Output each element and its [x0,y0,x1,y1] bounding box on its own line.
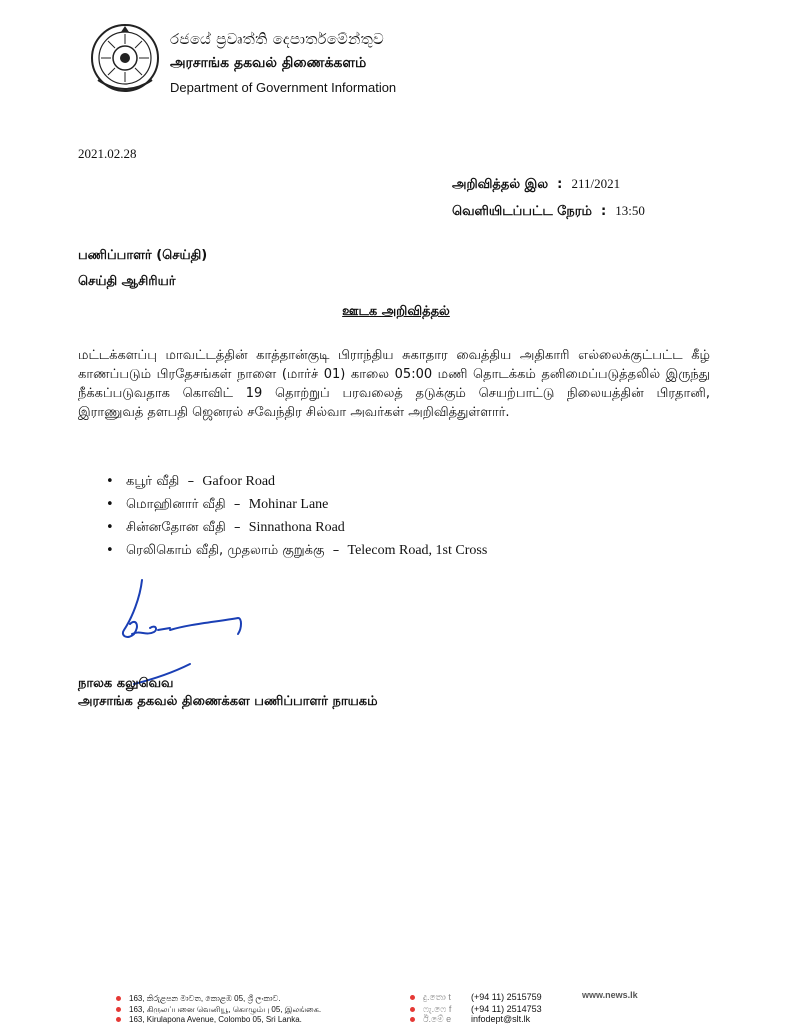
department-name-english: Department of Government Information [170,80,397,95]
footer-address-english: 163, Kirulapona Avenue, Colombo 05, Sri Lanka. [116,1015,302,1024]
list-item: • ரெலிகொம் வீதி, முதலாம் குறுக்கு – Telecom Road, 1st Cross [106,539,487,562]
release-time-row: வெளியிடப்பட்ட நேரம் : 13:50 [452,203,645,219]
notice-number-row: அறிவித்தல் இல : 211/2021 [452,176,621,192]
release-time-value: 13:50 [615,203,645,218]
fax-bullet-icon [410,1007,415,1012]
department-name-sinhala: රජයේ ප්‍රවෘත්ති දෙපාර්තමේන්තුව [170,30,385,48]
footer-email: ඊ.මේ e infodept@slt.lk [410,1014,530,1025]
footer-address-sinhala: 163, කිරුළපන මාවත, කොළඹ 05, ශ්‍රී ලංකාව. [116,994,281,1004]
government-seal-logo [88,20,162,100]
area-tamil-name: சின்னதோன வீதி [126,520,226,535]
bullet-icon: • [106,543,114,558]
list-item: • மொஹினார் வீதி – Mohinar Lane [106,493,487,516]
footer-address-tamil: 163, கிருலப்பனை வெனியூ, கொழும்பு 05, இலங்கை. [116,1005,321,1015]
bullet-icon: • [106,474,114,489]
area-english-name: Mohinar Lane [248,497,329,512]
email-bullet-icon [410,1017,415,1022]
media-notice-heading: ஊடக அறிவித்தல் [342,304,450,319]
area-english-name: Telecom Road, 1st Cross [347,543,488,558]
list-item: • சின்னதோன வீதி – Sinnathona Road [106,516,487,539]
notice-number-value: 211/2021 [571,176,621,191]
area-list [106,470,487,562]
bullet-icon: • [106,520,114,535]
notice-number-label: அறிவித்தல் இல [452,177,549,192]
notice-body: மட்டக்களப்பு மாவட்டத்தின் காத்தான்குடி பிராந்திய சுகாதார வைத்திய அதிகாரி எல்லைக்குட்பட்ட கீழ் காணப்படும் பிரதேசங்கள் நாளை (மார்ச் 01) காலை 05:00 மணி தொடக்கம் தனிமைப்படுத்தலில் இருந்து நீக்கப்படுவதாக கொவிட் 19 தொற்றுப் பரவலைத் தடுக்கும் செயற்பாட்டு நிலையத்தின் பிரதானி, இராணுவத் தளபதி ஜெனரல் சவேந்திர சில்வா அவர்கள் அறிவித்துள்ளார். [78,348,710,420]
footer-phone: දු.තො t (+94 11) 2515759 [410,992,542,1003]
footer-website: www.news.lk [582,990,638,1000]
area-tamil-name: கபூர் வீதி [126,474,180,489]
release-time-label: வெளியிடப்பட்ட நேரம் [452,204,592,219]
area-english-name: Sinnathona Road [248,520,345,535]
footer-bullet-icon [116,1017,121,1022]
list-item: • கபூர் வீதி – Gafoor Road [106,470,487,493]
recipient-line-2: செய்தி ஆசிரியர் [78,274,176,289]
recipient-line-1: பணிப்பாளர் (செய்தி) [78,248,208,263]
area-tamil-name: ரெலிகொம் வீதி, முதலாம் குறுக்கு [126,543,325,558]
footer-bullet-icon [116,996,121,1001]
area-english-name: Gafoor Road [202,474,276,489]
phone-bullet-icon [410,995,415,1000]
signer-name: நாலக கலுவெவ [78,676,174,691]
signer-title: அரசாங்க தகவல் திணைக்கள பணிப்பாளர் நாயகம் [78,694,378,709]
bullet-icon: • [106,497,114,512]
area-tamil-name: மொஹினார் வீதி [126,497,226,512]
department-name-tamil: அரசாங்க தகவல் திணைக்களம் [170,55,367,71]
document-date: 2021.02.28 [78,146,137,161]
footer-fax: ෆැ.ෆෙ f (+94 11) 2514753 [410,1004,542,1015]
footer-bullet-icon [116,1007,121,1012]
handwritten-signature [110,578,260,688]
